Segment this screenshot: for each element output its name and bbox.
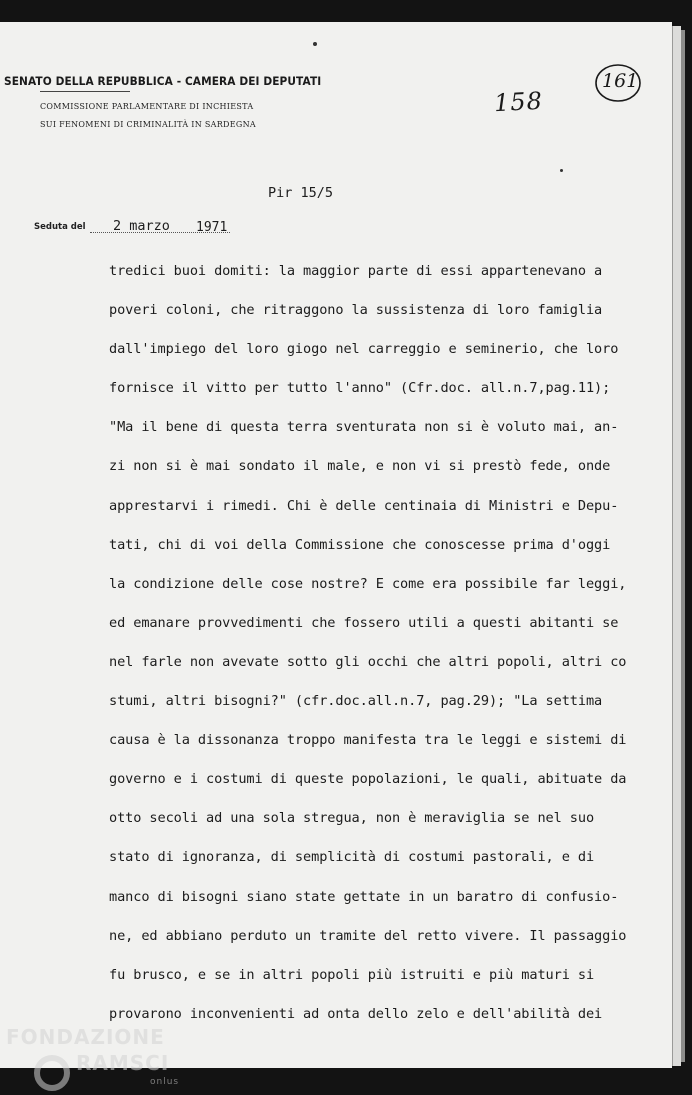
body-line: apprestarvi i rimedi. Chi è delle centinaia di Ministri e Depu- [109,497,619,514]
seduta-date: 2 marzo [113,218,170,234]
fondazione-gramsci-watermark [6,1025,206,1095]
header-subtitle-1: COMMISSIONE PARLAMENTARE DI INCHIESTA [40,102,254,111]
watermark-line2: RAMSCI [76,1051,170,1075]
body-line: zi non si è mai sondato il male, e non vi si prestò fede, onde [109,458,611,475]
body-line: stato di ignoranza, di semplicità di costumi pastorali, e di [109,849,595,866]
body-line: ne, ed abbiano perduto un tramite del retto vivere. Il passaggio [109,927,627,944]
seduta-label: Seduta del [34,222,86,232]
header-title: SENATO DELLA REPUBBLICA - CAMERA DEI DEPUTATI [4,74,322,88]
body-line: provarono inconvenienti ad onta dello zelo e dell'abilità dei [109,1005,603,1022]
watermark-line3: onlus [150,1077,180,1087]
body-line: tredici buoi domiti: la maggior parte di essi appartenevano a [109,263,603,279]
seduta-year: 1971 [196,220,228,235]
body-line: stumi, altri bisogni?" (cfr.doc.all.n.7, pag.29); "La settima [109,693,603,710]
body-line: nel farle non avevate sotto gli occhi che altri popoli, altri co [109,653,627,670]
body-line: fornisce il vitto per tutto l'anno" (Cfr.doc. all.n.7,pag.11); [109,380,611,397]
circled-page-number [593,56,643,112]
header-subtitle-2: SUI FENOMENI DI CRIMINALITÀ IN SARDEGNA [40,120,256,129]
body-line: otto secoli ad una sola stregua, non è meraviglia se nel suo [109,810,595,827]
page-edge-shadow [681,30,685,1062]
body-line: manco di bisogni siano state gettate in un baratro di confusio- [109,888,619,905]
page-edge [672,26,681,1066]
body-line: dall'impiego del loro giogo nel carreggio e seminerio, che loro [109,341,619,358]
body-line: ed emanare provvedimenti che fossero utili a questi abitanti se [109,614,619,631]
header-rule [40,91,130,92]
watermark-line1: FONDAZIONE [6,1025,165,1049]
body-line: poveri coloni, che ritraggono la sussistenza di loro famiglia [109,302,603,319]
body-line: "Ma il bene di questa terra sventurata non si è voluto mai, an- [109,419,619,436]
body-line: la condizione delle cose nostre? E come era possibile far leggi, [109,575,627,592]
body-line: governo e i costumi di queste popolazioni, le quali, abituate da [109,771,627,788]
body-line: fu brusco, e se in altri popoli più istruiti e più maturi si [109,966,595,983]
document-page [0,22,672,1087]
circled-number: 161 [602,70,639,92]
handwritten-page-number: 158 [493,86,544,118]
watermark-g-logo [34,1055,70,1091]
body-line: causa è la dissonanza troppo manifesta tra le leggi e sistemi di [109,732,627,749]
document-reference: Pir 15/5 [268,185,334,201]
ink-dot [313,42,317,46]
body-line: tati, chi di voi della Commissione che conoscesse prima d'oggi [109,536,611,553]
body-text [109,252,629,1034]
ink-dot [560,169,563,172]
